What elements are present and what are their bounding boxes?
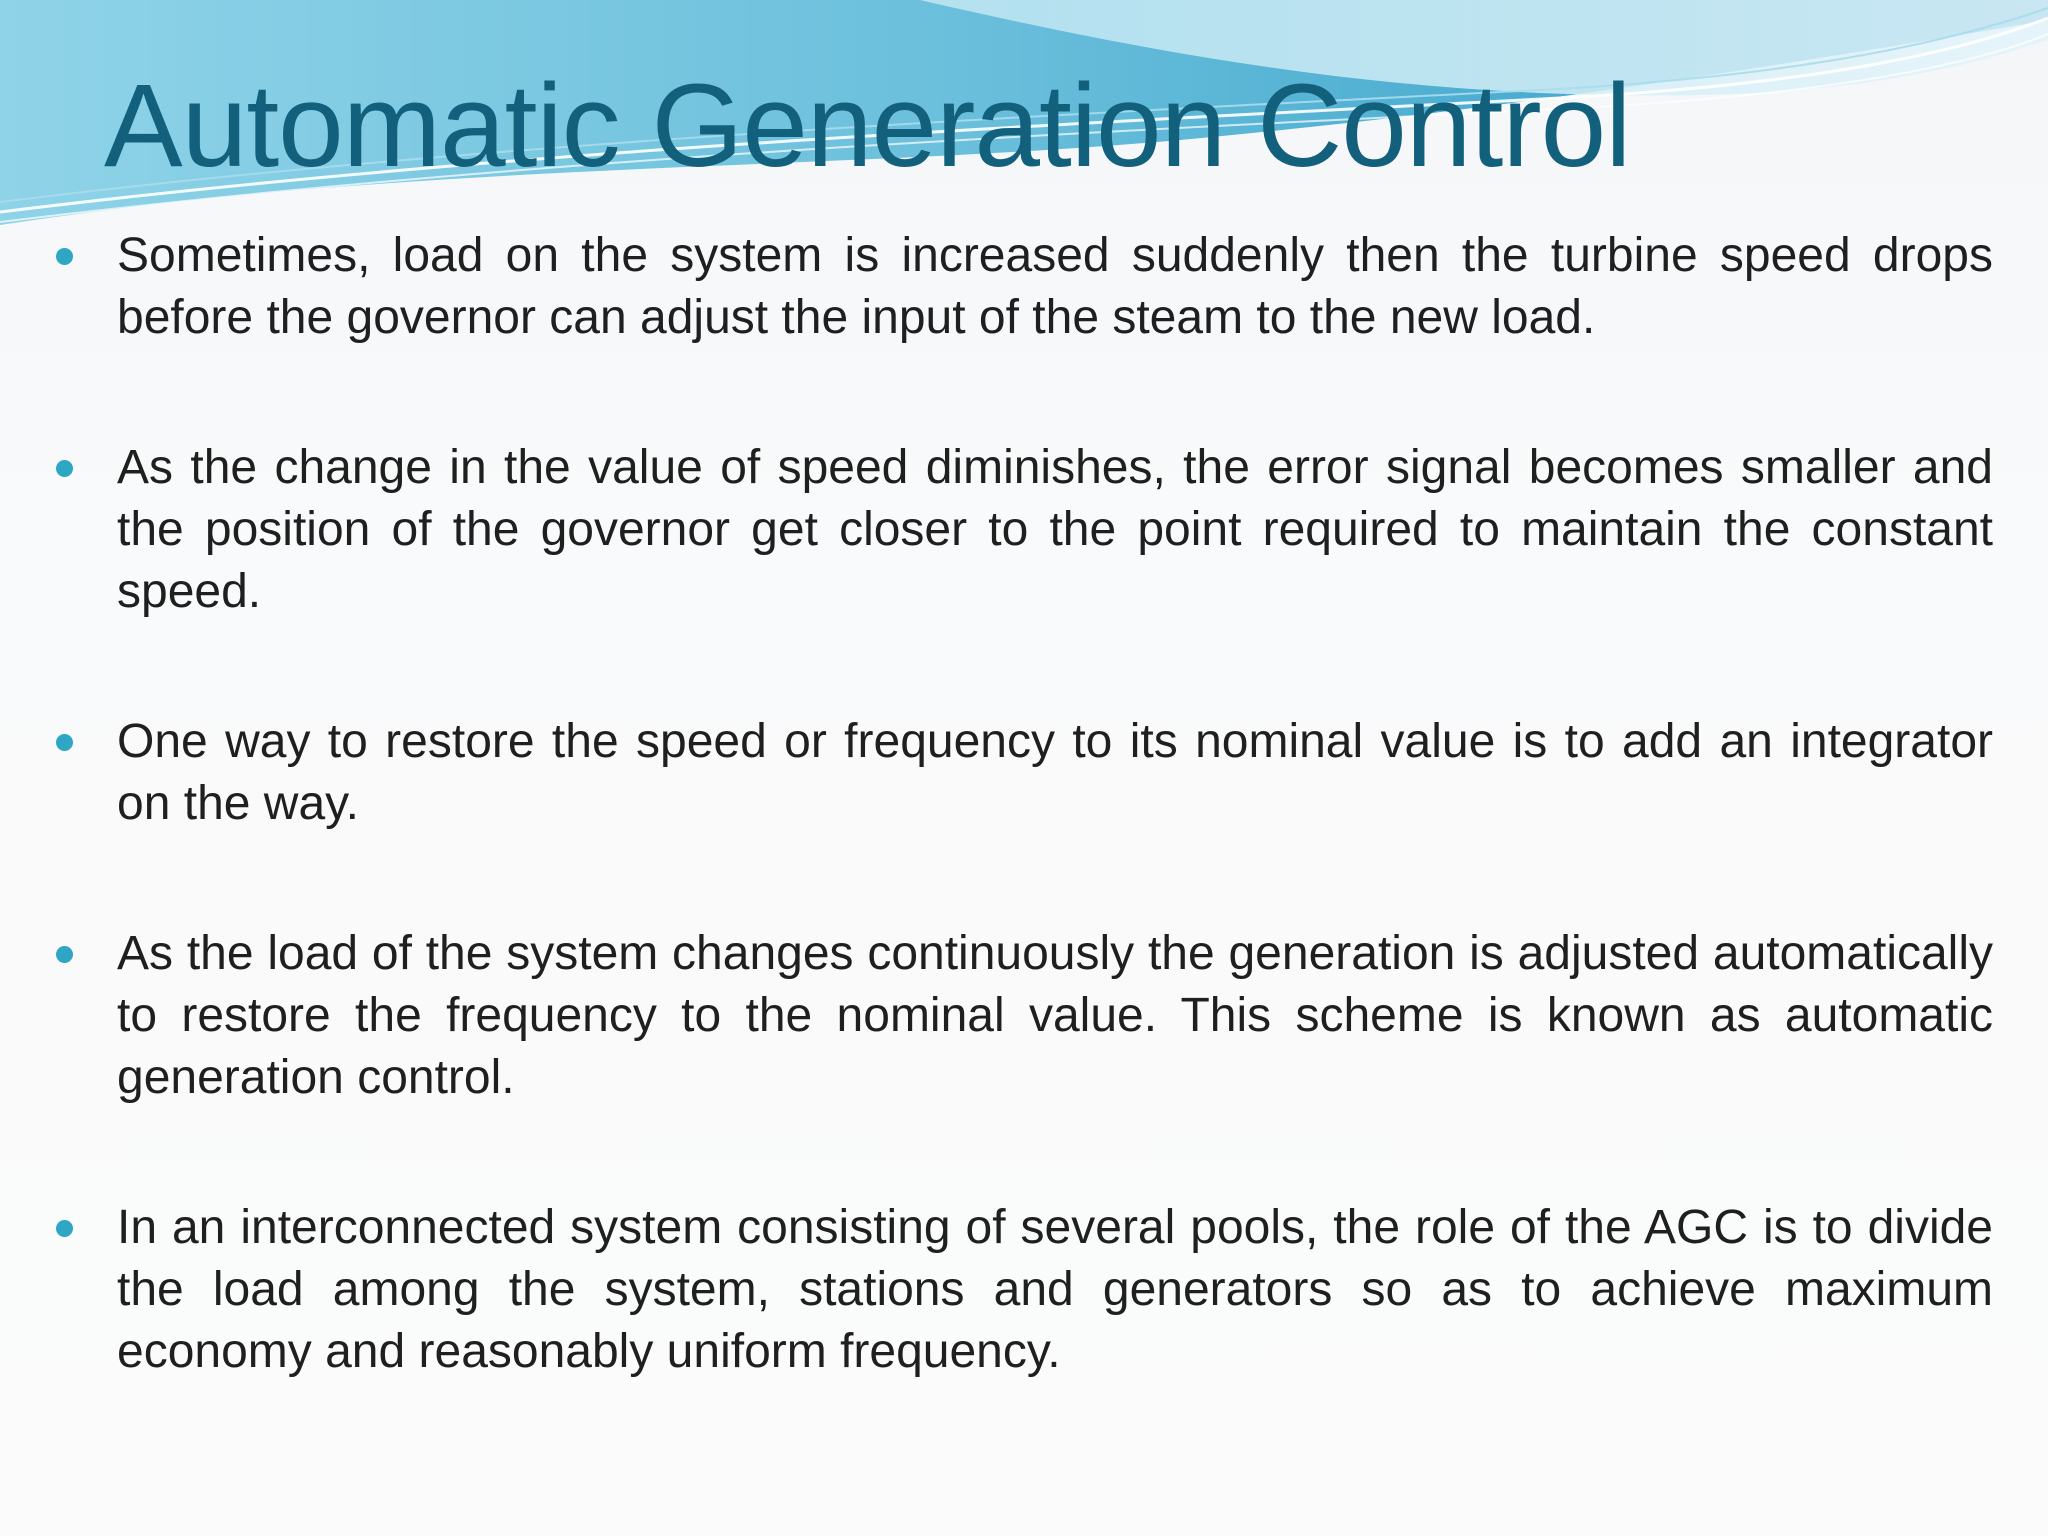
bullet-item (117, 923, 1993, 1109)
bullet-item (117, 711, 1993, 835)
bullet-list (0, 225, 2048, 1383)
bullet-text: As the load of the system changes continuously the generation is adjusted automatically to restore the frequency to the nominal value. This scheme is known as automatic generation control. (117, 927, 1993, 1104)
bullet-item (117, 225, 1993, 349)
bullet-dot-icon (56, 946, 73, 963)
bullet-dot-icon (56, 248, 73, 265)
bullet-text: In an interconnected system consisting of several pools, the role of the AGC is to divide the load among the system, stations and generators so as to achieve maximum economy and reasonably uniform frequency. (117, 1201, 1993, 1378)
bullet-text: As the change in the value of speed diminishes, the error signal becomes smaller and the position of the governor get closer to the point required to maintain the constant speed. (117, 441, 1993, 618)
bullet-item (117, 1197, 1993, 1383)
bullet-text: Sometimes, load on the system is increased suddenly then the turbine speed drops before the governor can adjust the input of the steam to the new load. (117, 229, 1993, 344)
slide-title: Automatic Generation Control (104, 60, 1631, 192)
bullet-text: One way to restore the speed or frequency to its nominal value is to add an integrator on the way. (117, 715, 1993, 830)
bullet-dot-icon (56, 1220, 73, 1237)
bullet-dot-icon (56, 734, 73, 751)
bullet-item (117, 437, 1993, 623)
bullet-dot-icon (56, 460, 73, 477)
